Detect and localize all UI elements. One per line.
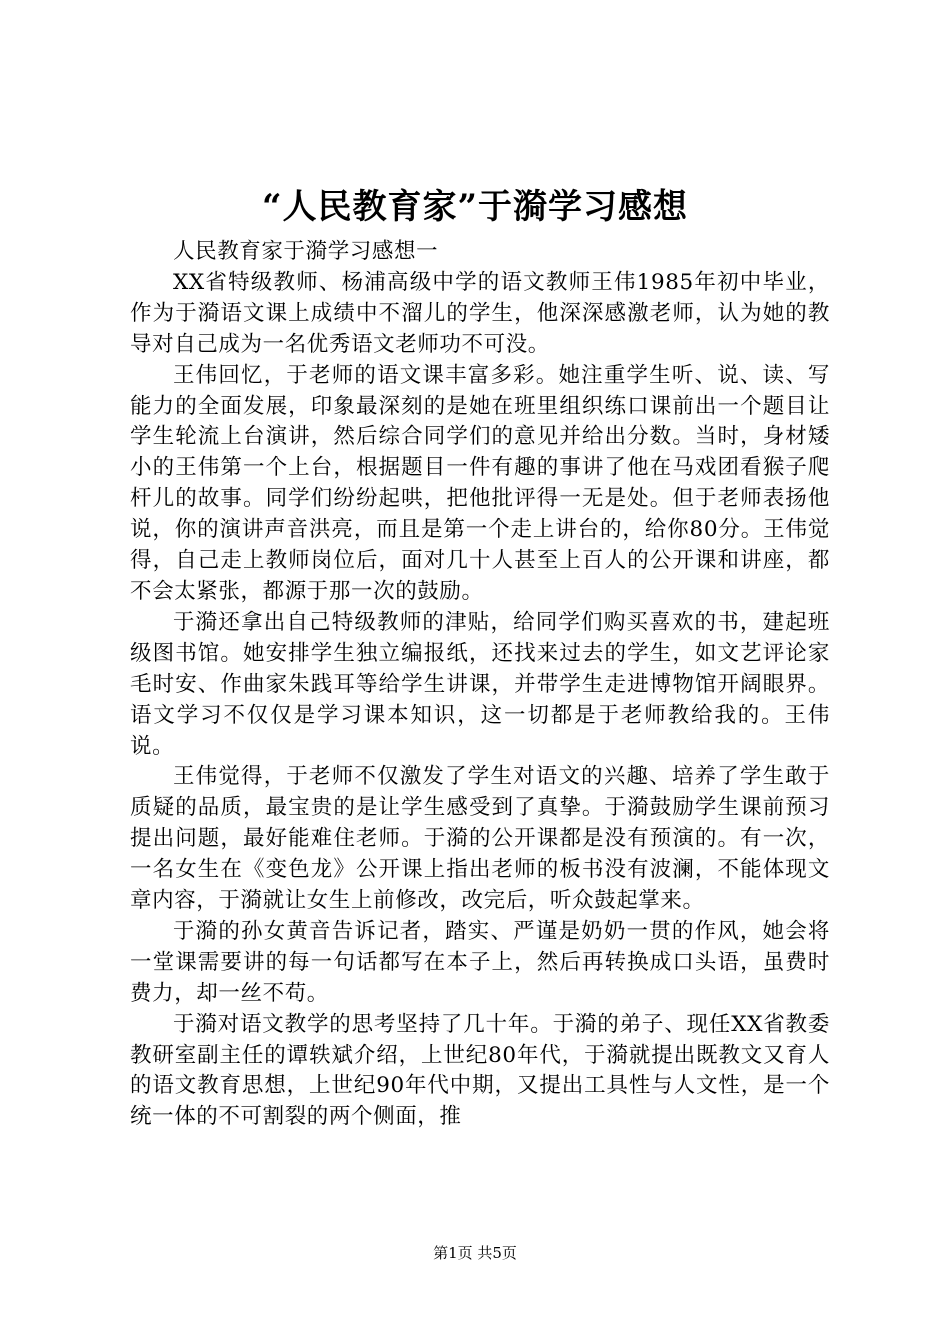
paragraph: XX省特级教师、杨浦高级中学的语文教师王伟1985年初中毕业，作为于漪语文课上成绩中不溜儿的学生，他深深感激老师，认为她的教导对自己成为一名优秀语文老师功不可没。 xyxy=(130,269,830,357)
paragraph: 于漪对语文教学的思考坚持了几十年。于漪的弟子、现任XX省教委教研室副主任的谭轶斌介绍，上世纪80年代，于漪就提出既教文又育人的语文教育思想，上世纪90年代中期，又提出工具性与人文性，是一个统一体的不可割裂的两个侧面，推 xyxy=(130,1011,830,1130)
paragraph: 于漪还拿出自己特级教师的津贴，给同学们购买喜欢的书，建起班级图书馆。她安排学生独立编报纸，还找来过去的学生，如文艺评论家毛时安、作曲家朱践耳等给学生讲课，并带学生走进博物馆开阔眼界。语文学习不仅仅是学习课本知识，这一切都是于老师教给我的。王伟说。 xyxy=(130,609,830,759)
paragraph: 于漪的孙女黄音告诉记者，踏实、严谨是奶奶一贯的作风，她会将一堂课需要讲的每一句话都写在本子上，然后再转换成口头语，虽费时费力，却一丝不苟。 xyxy=(130,918,830,1006)
section-heading: 人民教育家于漪学习感想一 xyxy=(173,239,439,264)
paragraph: 王伟觉得，于老师不仅激发了学生对语文的兴趣、培养了学生敢于质疑的品质，最宝贵的是让学生感受到了真挚。于漪鼓励学生课前预习提出问题，最好能难住老师。于漪的公开课都是没有预演的。有一次，一名女生在《变色龙》公开课上指出老师的板书没有波澜，不能体现文章内容，于漪就让女生上前修改，改完后，听众鼓起掌来。 xyxy=(130,764,830,914)
page-number-footer: 第1页 共5页 xyxy=(433,1244,517,1262)
paragraph: 王伟回忆，于老师的语文课丰富多彩。她注重学生听、说、读、写能力的全面发展，印象最深刻的是她在班里组织练口课前出一个题目让学生轮流上台演讲，然后综合同学们的意见并给出分数。当时，身材矮小的王伟第一个上台，根据题目一件有趣的事讲了他在马戏团看猴子爬杆儿的故事。同学们纷纷起哄，把他批评得一无是处。但于老师表扬他说，你的演讲声音洪亮，而且是第一个走上讲台的，给你80分。王伟觉得，自己走上教师岗位后，面对几十人甚至上百人的公开课和讲座，都不会太紧张，都源于那一次的鼓励。 xyxy=(130,362,830,604)
document-title: “人民教育家”于漪学习感想 xyxy=(261,187,689,227)
document-body xyxy=(130,237,830,1133)
